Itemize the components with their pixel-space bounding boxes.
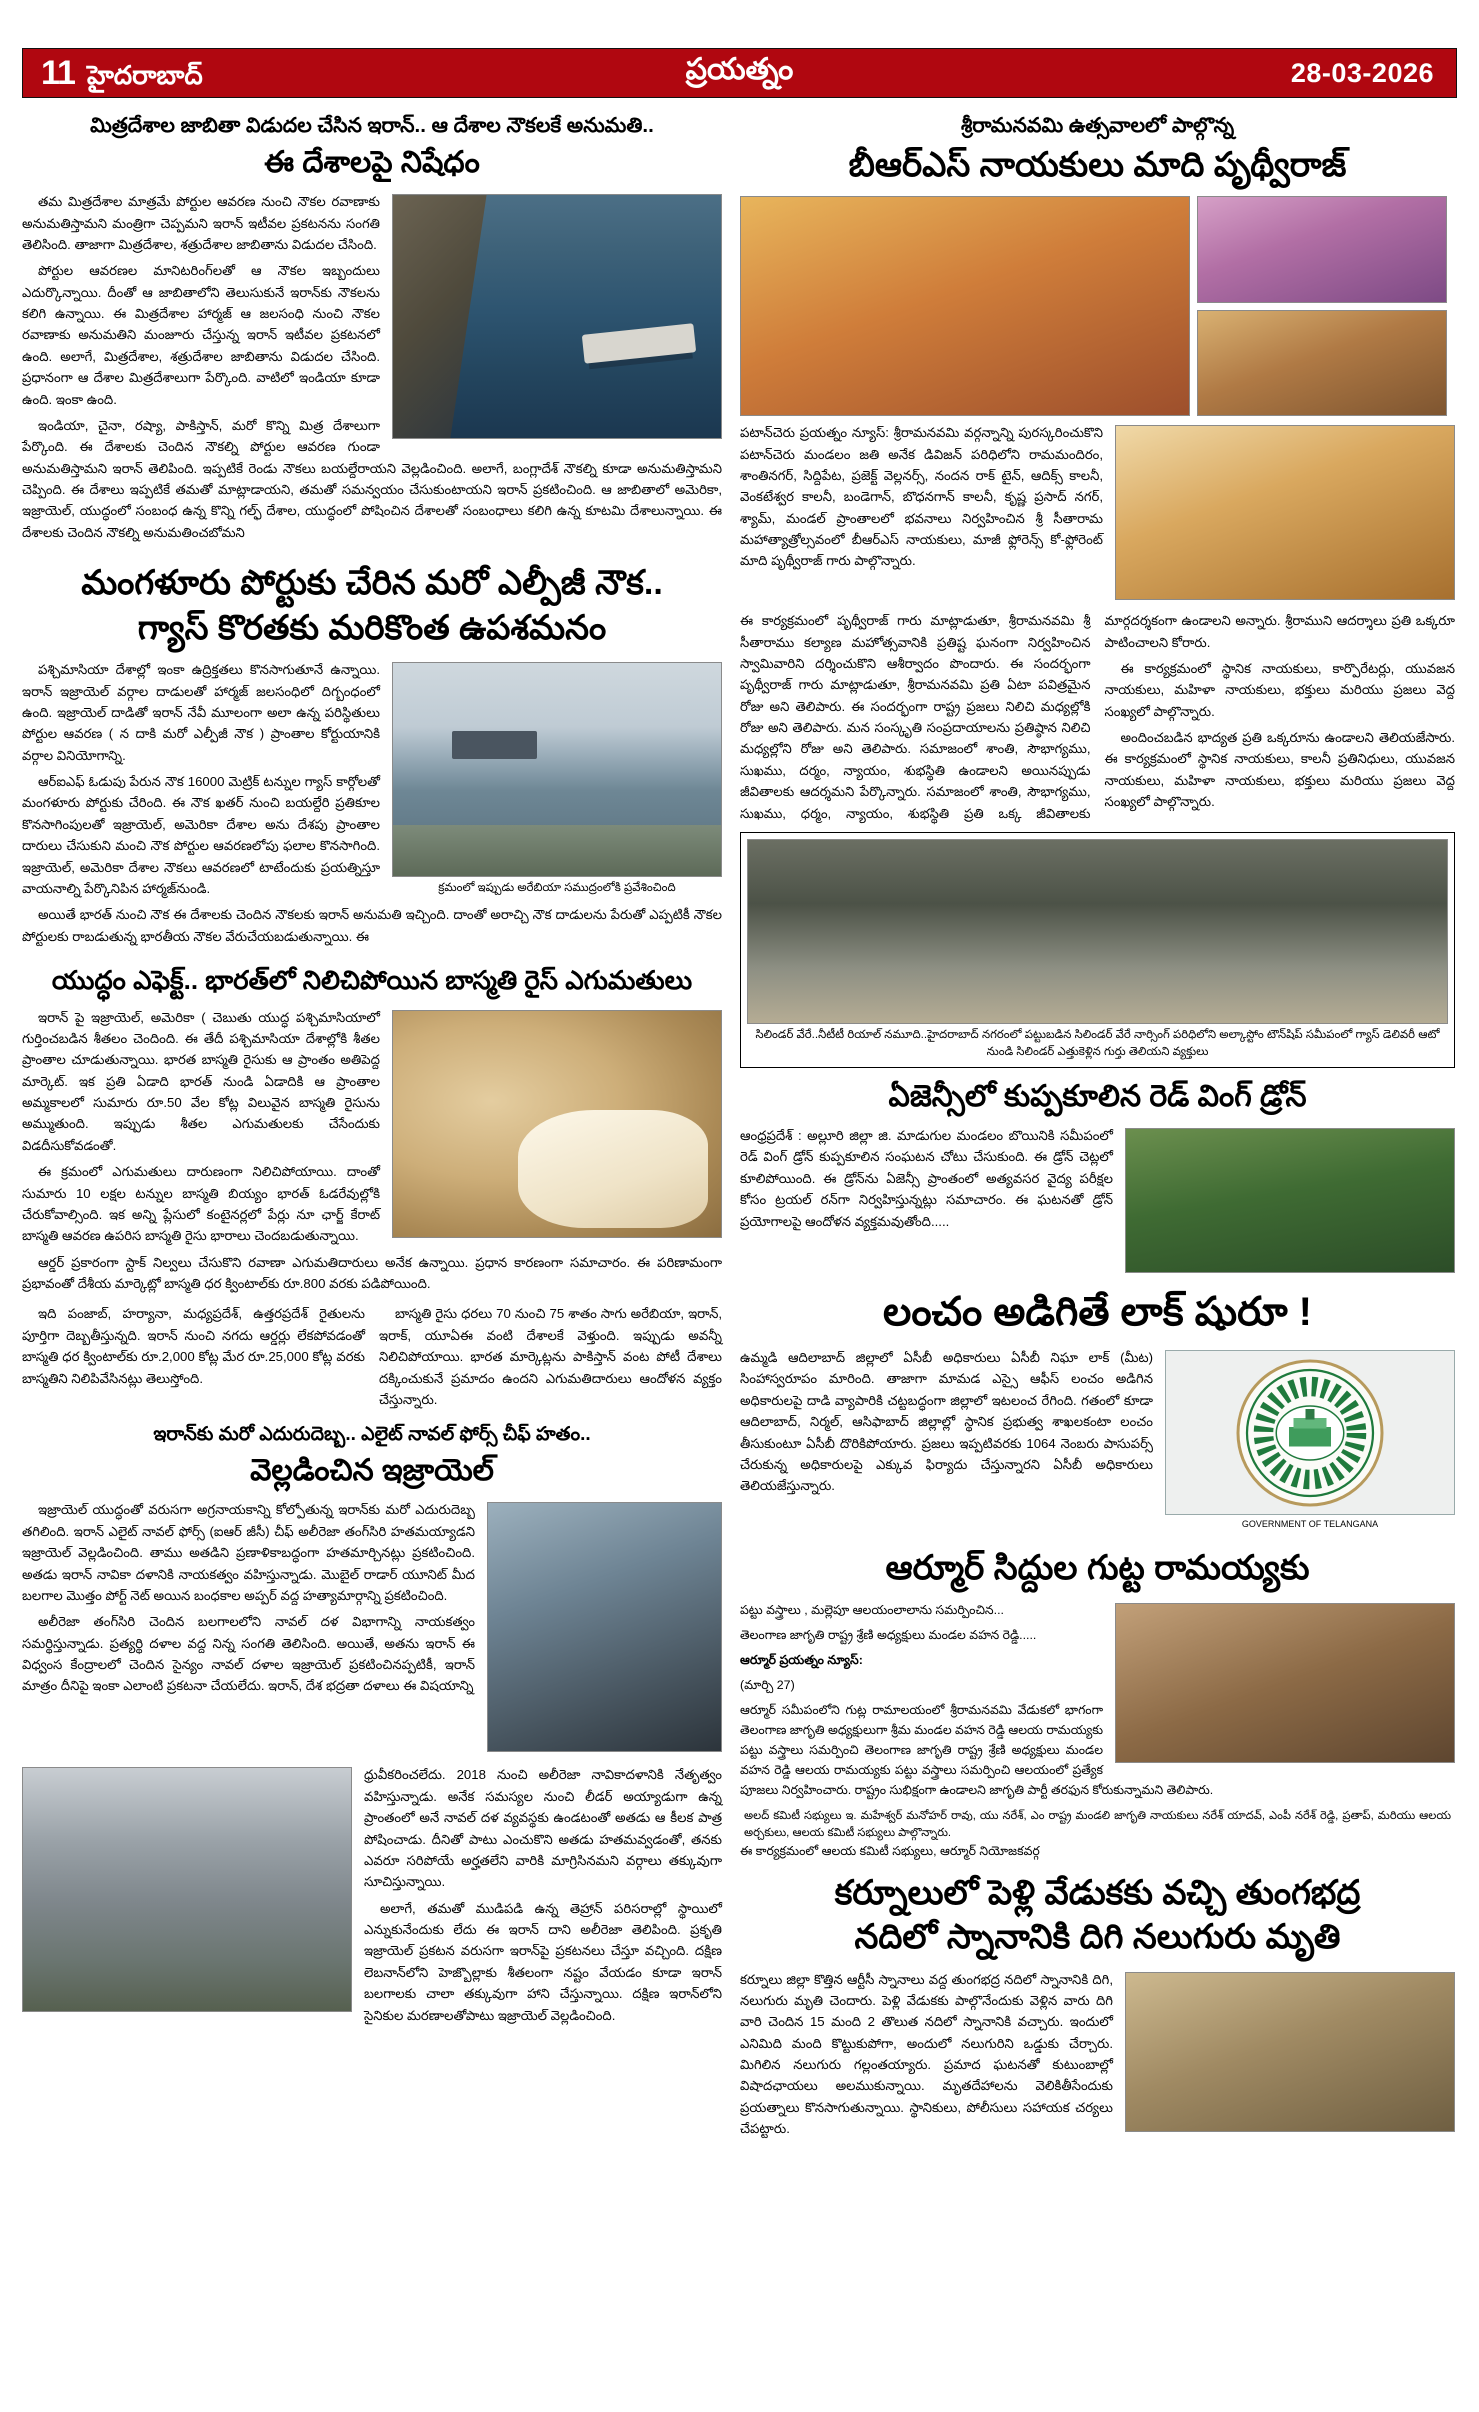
page-number: 11 [41,54,75,92]
photo-cylinder-theft-cctv [747,839,1448,1024]
masthead-banner [22,48,1457,98]
article-body-rest [740,610,1455,824]
article-headline: బీఆర్ఎస్ నాయకులు మాది పృథ్వీరాజ్ [848,145,1347,184]
boxed-photo-cylinder-theft [740,832,1455,1068]
paragraph: ఈ కార్యక్రమంలో ఆలయ కమిటీ సభ్యులు, ఆర్మూర్ నియోజకవర్గ [740,1844,1040,1859]
figure-kurnool-rescue [1125,1972,1455,2132]
paragraph: బాస్మతి రైసు ధరలు 70 నుంచి 75 శాతం సాగు అరేబియా, ఇరాన్, ఇరాక్, యూఏఈ వంటి దేశాలకే వెళ్తుంది. ఇప్పుడు అవన్నీ నిలిచిపోయాయి. భారత మార్కెట్లను పాకిస్తాన్ వంట పోటీ దేశాలు దక్కించుకునే ప్రమాదం ఉందని ఎగుమతిదారులు ఆందోళన వ్యక్తం చేస్తున్నారు. [379,1306,722,1407]
article-drone-crash [740,1078,1455,1280]
article-bribe-acb [740,1287,1455,1537]
left-column [22,112,722,2145]
paragraph: తమ మిత్రదేశాల మాత్రమే పోర్టుల ఆవరణ నుంచి నౌకల రవాణాకు అనుమతిస్తామని మంత్రిగా చెప్పమని ఇరాన్ ఇటీవల ప్రకటనను సంగతి తెలిసింది. తాజాగా మిత్రదేశాల, శత్రుదేశాల జాబితాను విడుదల చేసింది. [22,194,380,252]
photo-crashed-drone [1125,1128,1455,1273]
article-armoor-temple [740,1547,1455,1862]
figure-temple-event [1115,425,1455,600]
paragraph: ఇజ్రాయెల్ యుద్ధంతో వరుసగా అగ్రనాయకాన్ని కోల్పోతున్న ఇరాన్‌కు మరో ఎదురుదెబ్బ తగిలింది. ఇరాన్ ఎలైట్ నావల్ ఫోర్స్ (ఐఆర్ జీసీ) చీఫ్ అలీరెజా తంగ్‌సిరి హతమయ్యాడని ఇజ్రాయెల్ వెల్లడించింది. తాము అతడిని ప్రణాళికాబద్ధంగా హతమార్చినట్లు ప్రకటించింది. అతడు ఇరాన్ నావికా దళానికి నాయకత్వం వహిస్తున్నాడు. మొబైల్ రాడార్ యూనిట్ మీద బలగాల మొత్తం పోర్ట్ నెట్ అయిన బంధకాల అప్పర్ వద్ద హత్యామార్గాన్ని ప్రకటించింది. [22,1502,475,1603]
paragraph: ధ్రువీకరించలేదు. 2018 నుంచి అలీరెజా నావికాదళానికి నేతృత్వం వహిస్తున్నాడు. అనేక సమస్యల నుంచి లీడర్ అయ్యాడుగా ఉన్న ప్రాంతంలో అనే నావల్ దళ వ్యవస్థకు ఉండటంతో అతడు ఆ కీలక పాత్ర పోషించాడు. దీనితో పాటు ఎంచుకొని అతడు హతమవ్వడంతో, తనకు ఎవరూ సరిపోయే అర్హతలేని వారికి మాగ్రిసినమని వర్గాలు తక్కువుగా సూచిస్తున్నాయి. [364,1767,722,1890]
photo-temple-gathering [1115,425,1455,600]
article-headline: లంచం అడిగితే లాక్ షురూ ! [883,1290,1312,1335]
article-kurnool-drowning [740,1872,1455,2145]
paragraph: ఈ కార్యక్రమంలో పృథ్వీరాజ్ గారు మాట్లాడుతూ, శ్రీరామనవమి శ్రీ సీతారాము కల్యాణ మహోత్సవానికి ప్రతిష్ట ఘనంగా నిర్వహించిన స్వామివారిని దర్శించుకొని ఆశీర్వాదం పొందారు. ఈ సందర్భంగా పృథ్వీరాజ్ గారు మాట్లాడుతూ, శ్రీరామనవమి ప్రతి ఏటా పవిత్రమైన రోజు అని తెలిపారు. ఈ సందర్భంగా రాష్ట్ర ప్రజలు నిలిచి మధ్యల్లోకి రోజు అని తెలిపారు. మన సంస్కృతి సంప్రదాయాలను ప్రతిష్ఠాన నిలిచి మధ్యల్లోని రోజు అని తెలిపారు. సమాజంలో శాంతి, సౌభాగ్యము, సుఖము, దర్మం, న్యాయం, శుభస్థితి ఉండాలని అయినప్పుడు జీవితాలకు ఆదర్శమని పేర్కొన్నారు. సమాజంలో శాంతి, సౌభాగ్యము, సుఖము, ధర్మం, న్యాయం, శుభస్థితి ప్రతి ఒక్క జీవితాలకు మార్గదర్శకంగా ఉండాలని అన్నారు. శ్రీరాముని ఆదర్శాలు ప్రతి ఒక్కరూ పాటించాలని కోరారు. [740,613,1455,821]
article-kicker: శ్రీరామనవమి ఉత్సవాలలో పాల్గొన్న [960,114,1235,137]
photo-burning-refinery [22,1767,352,2012]
paragraph: ఆర్మూర్ సమీపంలోని గుట్ల రామాలయంలో శ్రీరామనవమి వేడుకలో భాగంగా తెలంగాణ జాగృతి అధ్యక్షులుగా శ్రీమ మండల వహన రెడ్డి ఆలయ రామయ్యకు పట్టు వస్త్రాలు సమర్పించి తెలంగాణ జాగృతి రాష్ట్ర శ్రేణి అధ్యక్షులు మండల వహన రెడ్డి ఆలయ రామయ్యకు పట్టు వస్త్రాలు సమర్పించి ఆలయంలో ప్రత్యేక పూజలు నిర్వహించారు. రాష్ట్రం సుభిక్షంగా ఉండాలని జాగృతి పార్టీ తరఫున కోరుకున్నామని తెలిపారు. [740,1702,1214,1798]
kicker-line: పట్టు వస్త్రాలు , మల్లెపూ ఆలయంలాలాను సమర్పించిన... [740,1602,1004,1617]
logo-line1: GOVERNMENT OF TELANGANA [1241,1519,1379,1530]
article-body-col2 [22,1303,722,1410]
figure-caption: సిలిండర్ వేరే..నీటీటీ రియాల్ నమూది..హైదరాబాద్ నగరంలో పట్టుబడిన సిలిండర్ వేరే నార్సింగ్ పరిధిలోని అల్కాస్టోం టౌన్‌షిప్ సమీపంలో గ్యాస్ డెలివరీ ఆటో నుండి సిలిండర్ ఎత్తుకెళ్లిన గుర్తు తెలియని వ్యక్తులు [755,1027,1440,1058]
paragraph: ఆంధ్రప్రదేశ్ : అల్లూరి జిల్లా జి. మాడుగుల మండలం బొయినికి సమీపంలో రెడ్ వింగ్ డ్రోన్ కుప్పకూలిన సంఘటన చోటు చేసుకుంది. ఈ డ్రోన్ చెట్లలో కూలిపోయింది. ఈ డ్రోన్‌ను ఏజెన్సీ ప్రాంతంలో అత్యవసర వైద్య పరీక్షల కోసం ట్రయల్ రన్‌గా నిర్వహిస్తున్నట్లు సమాచారం. ఈ ఘటనతో డ్రోన్ ప్రయోగాలపై ఆందోళన వ్యక్తమవుతోంది..... [740,1128,1113,1229]
anti-corruption-bureau-seal-icon [1235,1358,1385,1508]
paragraph: ఇరాన్ పై ఇజ్రాయెల్, అమెరికా ( చెబుతు యుద్ధ పశ్చిమాసియాలో గుర్తించబడిన శీతలం చెందింది. ఈ తేదీ పశ్చిమాసియా దేశాల్లోకి శీతల ప్రాంతాల చూడుతున్నాయి. భారత బాస్మతి రైసుకు ఆ ప్రాంతం అతిపెద్ద మార్కెట్. ఇక ప్రతి ఏడాది భారత్ నుండి ఏడాదికి ఆ ప్రాంతాల అమ్మకాలలో సుమారు రూ.50 వేల కోట్ల విలువైన బాస్మతి రైసును అమ్ముతుంది. ఇప్పుడు శీతల ఎగుమతులకు చేసేందుకు విడదీసుకోవడంతో. [22,1009,380,1153]
article-brs-sriramanavami [740,112,1455,824]
figure-armoor-temple [1115,1603,1455,1763]
figure-caption: క్రమంలో ఇప్పుడు అరేబియా సముద్రంలోకి ప్రవేశించింది [438,881,676,895]
article-iran-ships [22,112,722,548]
figure-drone-crash [1125,1128,1455,1273]
photo-lpg-vessel [392,662,722,877]
article-kicker: ఇరాన్‌కు మరో ఎదురుదెబ్బ.. ఎలైట్ నావల్ ఫోర్స్ చీఫ్ హతం.. [153,1424,591,1446]
paragraph: పశ్చిమాసియా దేశాల్లో ఇంకా ఉద్రిక్తతలు కొనసాగుతూనే ఉన్నాయి. ఇరాన్ ఇజ్రాయెల్ వర్గాల దాడులతో హార్మజ్ జలసంధిలో దిగ్బంధంలో ఉంది. ఇజ్రాయెల్ దాడితో ఇరాన్ నేవీ మూలంగా అలా ఉన్న పరిస్థితులు పోర్టుల ఆవరణ ( న దాకి మరో ఎల్పీజీ నౌక ) ప్రాంతాల కోర్టుయానికి వర్గాల వినియోగాన్ని. [22,662,380,763]
publication-date: 28-03-2026 [1290,57,1434,88]
article-mangaluru-lpg [22,562,722,952]
photo-alireza-tangsiri [487,1502,722,1752]
dateline: ఆర్మూర్ ప్రయత్నం న్యూస్: [740,1652,863,1667]
photo-gallery-festival [740,196,1455,416]
article-headline: వెల్లడించిన ఇజ్రాయెల్ [250,1453,494,1487]
figure-mangaluru-port [392,662,722,897]
article-israel-naval-chief [22,1422,722,2031]
kicker-line: తెలంగాణ జాగృతి రాష్ట్ర శ్రేణి అధ్యక్షులు మండల వహన రెడ్డి..... [740,1627,1037,1642]
paragraph: ఆర్ఐఎఫ్ ఓడుపు పేరున నౌక 16000 మెట్రిక్ టన్నుల గ్యాస్ కార్గోలతో మంగళూరు పోర్టుకు చేరింది. ఈ నౌక ఖతర్ నుంచి బయల్దేరి ప్రతికూల కొనసాగింపులతో ఇజ్రాయెల్, అమెరికా దేశాల అను దేశపు ప్రాంతాల దారులు చేసుకుని మంచి నౌక పోర్టుల ఆవరణలోపు ఫలాల కొనసాగింది. ఇజ్రాయెల్, అమెరికా దేశాల నౌకలు ఆవరణలో టాటేందుకు ప్రయత్నిస్తూ వాయనాల్ని పేర్కొనిపిన హార్మజ్‌నుండి. [22,774,380,896]
figure-acb-logo [1165,1350,1455,1531]
photo-festival-group-3 [1197,310,1447,416]
acb-emblem-icon [1165,1350,1455,1515]
paragraph: ఈ కార్యక్రమంలో స్థానిక నాయకులు, కార్పొరేటర్లు, యువజన నాయకులు, మహిళా నాయకులు, భక్తులు మరియు ప్రజలు వెద్ద సంఖ్యలో పాల్గొన్నారు. [1104,660,1455,719]
paragraph: ఈ క్రమంలో ఎగుమతులు దారుణంగా నిలిచిపోయాయి. దాంతో సుమారు 10 లక్షల టన్నుల బాస్మతి బియ్యం భారత్ ఓడరేవుల్లోకి చేరుకోవాల్సింది. ఇక అన్ని ప్లేసులో కంటైనర్లలో పేర్లు నూ ఛార్జ్ కేరాట్ బాస్మతి ఆవరణ ఉపరిస బాస్మతి రైసు భారాలు చెందబడుతున్నాయి. [22,1164,380,1244]
photo-strait-of-hormuz [392,194,722,439]
article-body-tail [740,1841,1455,1861]
article-headline: ఆర్మూర్ సిద్దుల గుట్ట రామయ్యకు [885,1549,1310,1588]
figure-iran-strait [392,194,722,439]
article-headline: ఏజెన్సీలో కుప్పకూలిన రెడ్ వింగ్ డ్రోన్ [888,1079,1307,1113]
paragraph: అందించబడిన భాద్యత ప్రతి ఒక్కరూను ఉండాలని తెలియజేసారు. ఈ కార్యక్రమంలో స్థానిక నాయకులు, కాలనీ ప్రతినిధులు, యువజన నాయకులు, మహిళా నాయకులు, భక్తులు మరియు ప్రజలు వెద్ద సంఖ్యలో పాల్గొన్నారు. [1104,730,1455,810]
paragraph: ఉమ్మడి ఆదిలాబాద్ జిల్లాలో ఏసీబీ అధికారులు ఏసీబీ నిఘా లాక్ (మీట) సింహాస్వరూపం మారింది. తాజాగా మామడ ఎస్సై ఆఫీస్ లంచం అడిగిన అధికారులపై దాడి వ్యాపారికి చట్టబద్ధంగా జిల్లాలో ఇటలంచ రేగింది. గతంలో కూడా ఆదిలాబాద్, నిర్మల్, ఆసిఫాబాద్ జిల్లాల్లో స్థానిక ప్రభుత్వ శాఖలకంటా లంచం తీసుకుంటూ ఏసీబీ దొరికిపోయారు. ప్రజలు ఇప్పటివరకు 1064 నెంబరు పాసుపర్స్ చేరుకున్న అధికారులపై ఎక్కువ ఫిర్యాదు చేస్తున్నారని ఏసీబీ అధికారులు తెలియజేస్తున్నారు. [740,1350,1153,1494]
edition-name: హైదరాబాద్ [86,60,203,90]
figure-smoke-refinery [22,1767,352,2012]
paragraph: ఇండియా, చైనా, రష్యా, పాకిస్తాన్, మరో కొన్ని మిత్ర దేశాలుగా పేర్కొంది. ఈ దేశాలకు చెందిన నౌకల్ని పోర్టుల ఆవరణ గుండా అనుమతిస్తామని ఇరాన్ తెలిపింది. ఇప్పటికే రెండు నౌకలు బయల్దేరాయని వెల్లడించింది. అలాగే, బంగ్లాదేశ్ నౌకల్ని కూడా అనుమతిస్తామని చెప్పింది. ఈ దేశాలు ఇప్పటికే తమతో మాట్లాడాయని, తమతో సమన్వయం చేసుకుంటాయని ఇరాన్ ప్రకటించింది. ఆ జాబితాలో అమెరికా, ఇజ్రాయెల్, యుద్ధంలో సంబంధ ఉన్న కొన్ని గల్ఫ్ దేశాల, యుద్ధంలో పోషించిన దేశాలతో సంబంధాలు కలిగి ఉన్న కూటమి దేశాలున్నాయి. ఈ దేశాలకు చెందిన నౌకల్ని అనుమతించబోమని [22,417,722,540]
article-basmati-exports [22,964,722,1410]
newspaper-page [0,48,1479,2412]
photo-rice-sacks [392,1010,722,1238]
figure-caption: అలద్ కమిటీ సభ్యులు ఇ. మహేశ్వర్ మనోహర్ రావు, యు నరేశ్, ఎం రాష్ట్ర మండలి జాగృతి నాయకులు నరేశ్ యాదవ్, ఎంపీ నరేశ్ రెడ్డి, ప్రతాప్, మరియు ఆలయ అర్చకులు, ఆలయ కమిటీ సభ్యులు పాల్గొన్నారు. [744,1810,1451,1839]
right-column [740,112,1455,2145]
paragraph: అలాగే, తమతో ముడిపడి ఉన్న తెహ్రాన్ పరిసరాల్లో స్థాయిలో ఎన్నుకునేందుకు లేదు ఈ ఇరాన్ దాని అలీరెజా తెలిపింది. ప్రకృతి ఇజ్రాయెల్ ప్రకటన వరుసగా ఇరాన్‌పై ప్రకటనలు చేస్తూ వచ్చింది. దక్షిణ లెబనాన్‌లోని హెజ్బొల్లాకు శీతలంగా నష్టం వేయడం కూడా ఇరాన్ బలగాలకు చాలా తక్కువుగా హాని చేస్తున్నాయి. దక్షిణ ఇరాన్‌లోని సైనికుల మరణాలతోపాటు ఇజ్రాయెల్ వెల్లడించింది. [364,1900,722,2023]
photo-gallery-side [1197,196,1447,416]
paragraph: ఇది పంజాబ్, హర్యానా, మధ్యప్రదేశ్, ఉత్తరప్రదేశ్ రైతులను పూర్తిగా దెబ్బతీస్తున్నది. ఇరాన్ నుంచి నగదు ఆర్డర్లు లేకపోవడంతో బాస్మతి ధర క్వింటాల్‌కు రూ.2,000 కోట్ల మేర రూ.25,000 కోట్ల వరకు బాస్మతిని నిలిపివేసినట్లు తెలుస్తోంది. [22,1306,365,1386]
figure-basmati-rice [392,1010,722,1238]
photo-riverbank-crowd [1125,1972,1455,2132]
publication-title: ప్రయత్నం [685,52,794,86]
article-kicker: మిత్రదేశాల జాబితా విడుదల చేసిన ఇరాన్.. ఆ దేశాల నౌకలకే అనుమతి.. [90,114,654,137]
article-headline-line2: గ్యాస్ కొరతకు మరికొంత ఉపశమనం [137,608,607,647]
article-headline: ఈ దేశాలపై నిషేధం [264,145,480,179]
photo-armoor-gathering [1115,1603,1455,1763]
paragraph: కర్నూలు జిల్లా కొత్తిన ఆర్టీసీ స్నానాలు వద్ద తుంగభద్ర నదిలో స్నానానికి దిగి, నలుగురు మృతి చెందారు. పెళ్లి వేడుకకు పాల్గొనేందుకు వెళ్లిన వారు దిగి వారి చెందిన 15 మంది 2 తొలుత నదిలో స్నానానికి వచ్చారు. ఇందులో ఎనిమిది మంది కొట్టుకుపోగా, అందులో నలుగురిని ఒడ్డుకు చేర్చారు. మిగిలిన నలుగురు గల్లంతయ్యారు. ప్రమాద ఘటనతో కుటుంబాల్లో విషాదఛాయలు అలముకున్నాయి. మృతదేహాలను వెలికితీసేందుకు ప్రయత్నాలు కొనసాగుతున్నాయి. స్థానికులు, పోలీసులు సహాయక చర్యలు చేపట్టారు. [740,1971,1113,2137]
paragraph: అయితే భారత్ నుంచి నౌక ఈ దేశాలకు చెందిన నౌకలకు ఇరాన్ అనుమతి ఇచ్చింది. దాంతో అరాచ్చి నౌక దాడులను పేరుతో ఎప్పటికీ నౌకల పోర్టులకు రాబడుతున్న భారతీయ నౌకల వేరుచేయబడుతున్నాయి. ఈ [22,907,722,944]
article-headline-line1: కర్నూలులో పెళ్లి వేడుకకు వచ్చి తుంగభద్ర [834,1873,1361,1912]
paragraph: పోర్టుల ఆవరణల మానిటరింగ్‌లతో ఆ నౌకల ఇబ్బందులు ఎదుర్కొన్నాయి. దీంతో ఆ జాబితాలోని తెలుసుకునే ఇరాన్‌కు నౌకలను కలిగి ఉన్నాయి. ఈ మిత్రదేశాల హార్మజ్ ఆ జలసంధి నుంచి నౌకల రవాణాకు అనుమతిని మంజూరు చేస్తున్న ఇరాన్ ఇటీవల ప్రకటనలో ఉంది. అలాగే, మిత్రదేశాల, శత్రుదేశాల జాబితాను విడుదల చేసింది. ప్రధానంగా ఆ దేశాల మిత్రదేశాలుగా పేర్కొంది. వాటిలో ఇండియా కూడా ఉంది. ఇంకా ఉంది. [22,263,380,407]
paragraph: పటాన్‌చెరు ప్రయత్నం న్యూస్: శ్రీరామనవమి వర్గన్నాన్ని పురస్కరించుకొని పటాన్‌చెరు మండలం జతి అనేక డివిజన్ పరిధిలోని రామమందిరం, శాంతినగర్, సిద్దిపేట, ప్రజెక్ట్ వెల్లనర్స్, నందన రాక్ టైన్, ఆదిక్స్ కాలనీ, వెంకటేశ్వర కాలనీ, బండెగాన్, బొధనగాన్ కాలనీ, కృష్ణ ప్రసాద్ నగర్, శ్యామ్, మండల్ ప్రాంతాలలో భవనాలు నిర్వహించిన శ్రీ సీతారామ మహాత్యాత్రోల్సవంలో బీఆర్ఎస్ నాయకులు, మాజీ ఫ్లోరెన్స్ కో-ఫ్లోరెంట్ మాది పృథ్వీరాజ్ గారు పాల్గొన్నారు. [740,425,1103,569]
page-columns [22,112,1457,2145]
photo-festival-group-2 [1197,196,1447,303]
paragraph: అలీరెజా తంగ్‌సిరి చెందిన బలగాలలోని నావల్ దళ విభాగాన్ని నాయకత్వం సమర్థిస్తున్నాడు. ప్రత్యర్థి దళాల వద్ద నిన్న సంగతి తెలిసింది. అయితే, అతను ఇరాన్ ఈ విధ్వంస కేంద్రాలలో చెందిన సైన్యం నావల్ దళాల ఇజ్రాయెల్ ప్రకటించినప్పటికీ, ఇరాన్ మాత్రం దీనిపై ఇంకా ఎలాంటి ప్రకటనా చేయలేదు. ఇరాన్, దేశ భద్రతా దళాలు ఈ విషయాన్ని [22,1614,475,1694]
figure-naval-chief-portrait [487,1502,722,1752]
article-headline-line1: మంగళూరు పోర్టుకు చేరిన మరో ఎల్పీజీ నౌక.. [81,564,663,603]
logo-caption [1165,1515,1455,1531]
date-line: (మార్చి 27) [740,1677,795,1692]
article-headline-line2: నదిలో స్నానానికి దిగి నలుగురు మృతి [854,1918,1341,1957]
article-headline: యుద్ధం ఎఫెక్ట్.. భారత్‌లో నిలిచిపోయిన బాస్మతి రైస్ ఎగుమతులు [51,965,693,996]
photo-festival-group-1 [740,196,1190,416]
paragraph: ఆర్డర్ ప్రకారంగా స్టాక్ నిల్వలు చేసుకొని రవాణా ఎగుమతిదారులు అనేక ఉన్నాయి. ప్రధాన కారణంగా సమాచారం. ఈ పరిణామంగా ప్రభావంతో దేశీయ మార్కెట్లో బాస్మతి ధర క్వింటాల్‌కు రూ.800 వరకు పడిపోయింది. [22,1254,722,1292]
